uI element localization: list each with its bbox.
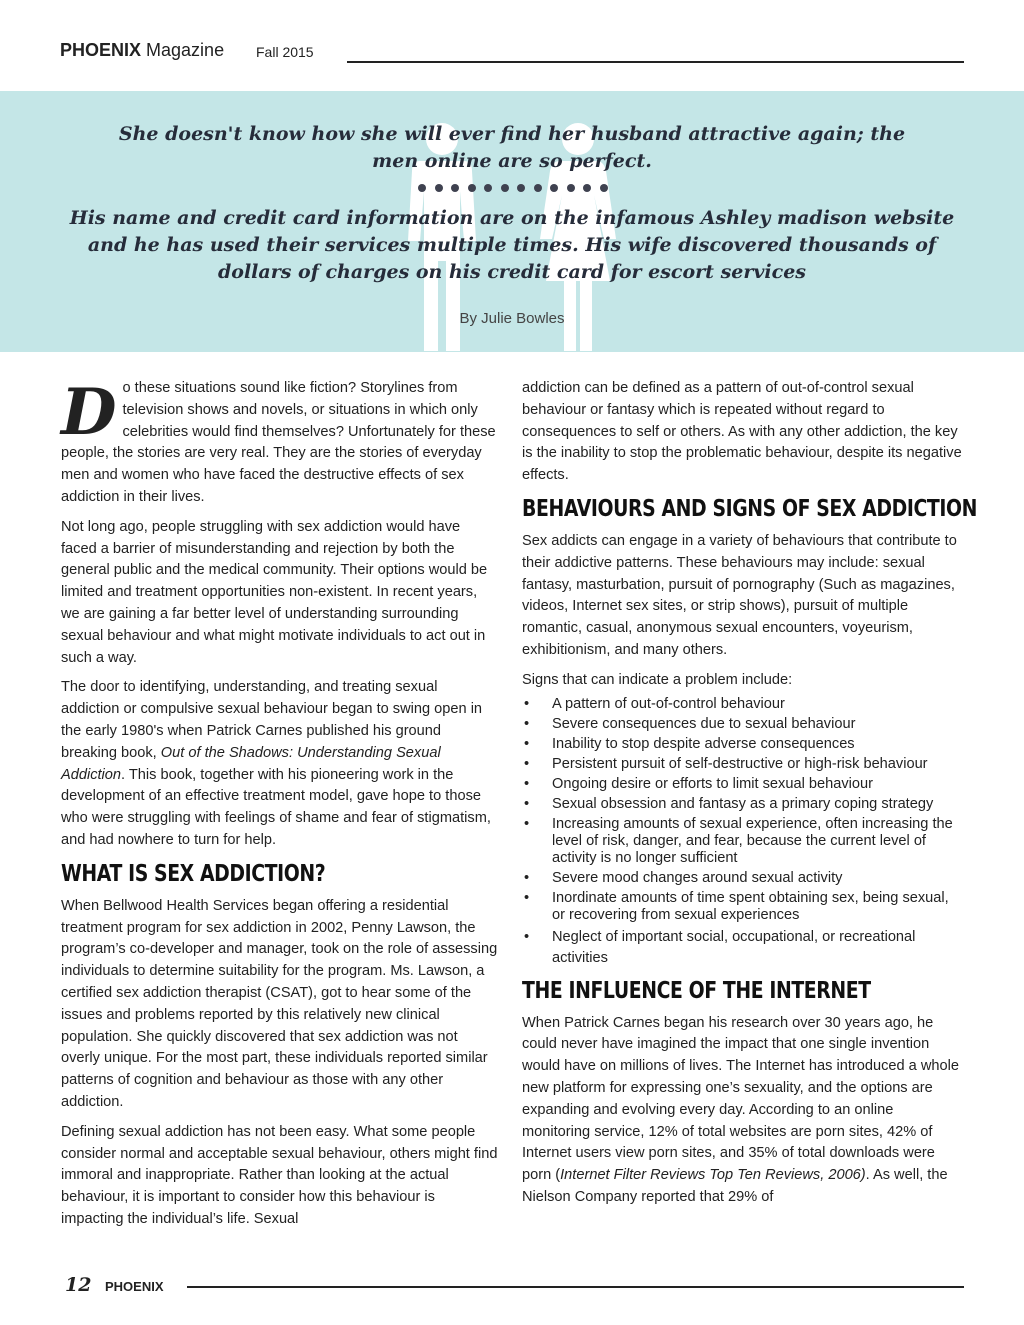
pull-quote-husband: His name and credit card information are on the infamous Ashley madison website and he has used their services multiple times. His wife discovered thousands of dollars of charges on his credit card for escort services [69,207,955,283]
list-item: • Neglect of important social, occupational, or recreational activities [522,927,965,969]
section-heading-behaviours: BEHAVIOURS AND SIGNS OF SEX ADDICTION [522,495,977,522]
footer-brand: PHOENIX [105,1279,164,1294]
list-item: • Sexual obsession and fantasy as a primary coping strategy [522,796,965,813]
page-footer [65,1276,964,1298]
book-title: Out of the Shadows: Understanding Sexual Addiction [61,744,441,783]
footer-divider [187,1286,964,1288]
drop-cap: D [61,375,117,450]
section-heading-what-is: WHAT IS SEX ADDICTION? [61,860,326,887]
list-item: • Severe mood changes around sexual activity [522,870,965,887]
page-header [60,40,964,66]
list-intro: Signs that can indicate a problem include: [522,671,793,688]
pull-quote-wife: She doesn't know how she will ever find her husband attractive again; the men online are so perfect. [118,123,906,172]
body-paragraph: When Bellwood Health Services began offering a residential treatment program for sex addiction in 2002, Penny Lawson, the program’s co-developer and manager, took on the role of assessing individuals to determine suitability for the program. Ms. Lawson, a certified sex addiction therapist (CSAT), got to hear some of the issues and problems reported by this relatively new clinical population. She quickly discovered that sex addiction was not overly unique. For the most part, these individuals reported similar patterns of cognition and behaviour as those with any other addiction. [61,897,498,1110]
body-paragraph: Defining sexual addiction has not been easy. What some people consider normal and acceptable sexual behaviour, others might find immoral and inappropriate. Rather than looking at the actual behaviour, it is important to consider how this behaviour is impacting the individual’s life. Sexual [61,1123,498,1227]
list-item: • Increasing amounts of sexual experience, often increasing the level of risk, danger, and fear, because the current level of activity is no longer sufficient [522,816,965,867]
citation: Internet Filter Reviews Top Ten Reviews, 2006) [560,1167,866,1184]
list-item: • Inordinate amounts of time spent obtaining sex, being sexual, or recovering from sexual experiences [522,890,965,924]
body-paragraph: The door to identifying, understanding, and treating sexual addiction or compulsive sexual behaviour began to swing open in the early 1980's when Patrick Carnes published his ground breaking book, Out of the Shadows: Understanding Sexual Addiction. This book, together with his pioneering work in the development of an effective treatment model, gave hope to those who were struggling with feelings of shame and fear of stigmatism, and had nowhere to turn for help. [61,679,491,848]
list-item: • Ongoing desire or efforts to limit sexual behaviour [522,776,965,793]
body-paragraph: When Patrick Carnes began his research over 30 years ago, he could never have imagined the impact that one single invention would have on millions of lives. The Internet has introduced a whole new platform for expressing one’s sexuality, and the options are expanding and evolving every day. According to an online monitoring service, 12% of total websites are porn sites, 42% of Internet users view porn sites, and 35% of total downloads were porn (Internet Filter Reviews Top Ten Reviews, 2006). As well, the Nielson Company reported that 29% of [522,1014,959,1205]
brand-name: PHOENIX [60,40,142,60]
list-item: • Persistent pursuit of self-destructive or high-risk behaviour [522,756,965,773]
list-item: • A pattern of out-of-control behaviour [522,696,965,713]
signs-list [522,696,965,969]
body-paragraph: addiction can be defined as a pattern of out-of-control sexual behaviour or fantasy which is repeated without regard to consequences to self or others. As with any other addiction, the key is the inability to stop the problematic behaviour, despite its negative effects. [522,380,962,484]
intro-paragraph: Do these situations sound like fiction? Storylines from television shows and novels, or situations in which only celebrities would find themselves? Unfortunately for these people, the stories are very real. They are the stories of everyday men and women who have faced the destructive effects of sex addiction in their lives. [61,375,496,505]
dot-divider [418,180,608,196]
issue-date: Fall 2015 [256,44,314,60]
article-column-left [61,375,499,1239]
header-divider [347,61,964,63]
author-byline: By Julie Bowles [459,310,565,327]
list-item: • Severe consequences due to sexual behaviour [522,716,965,733]
body-paragraph: Sex addicts can engage in a variety of behaviours that contribute to their addictive patterns. These behaviours may include: sexual fantasy, masturbation, pursuit of pornography (Such as magazines, videos, Internet sex sites, or strip shows), pursuit of multiple romantic, casual, anonymous sexual encounters, voyeurism, exhibitionism, and many others. [522,532,957,658]
page-number: 12 [65,1274,92,1296]
list-item: • Inability to stop despite adverse consequences [522,736,965,753]
body-paragraph: Not long ago, people struggling with sex addiction would have faced a barrier of misunderstanding and rejection by both the general public and the medical community. Their options would be limited and treatment opportunities non-existent. In recent years, we are gaining a far better level of understanding surrounding sexual behaviour and what might motivate individuals to act out in such a way. [61,518,488,666]
article-column-right [522,378,977,1217]
section-heading-internet: THE INFLUENCE OF THE INTERNET [522,977,871,1004]
pull-quote-banner [0,91,1024,352]
brand-suffix: Magazine [141,40,225,60]
magazine-brand [60,40,224,61]
